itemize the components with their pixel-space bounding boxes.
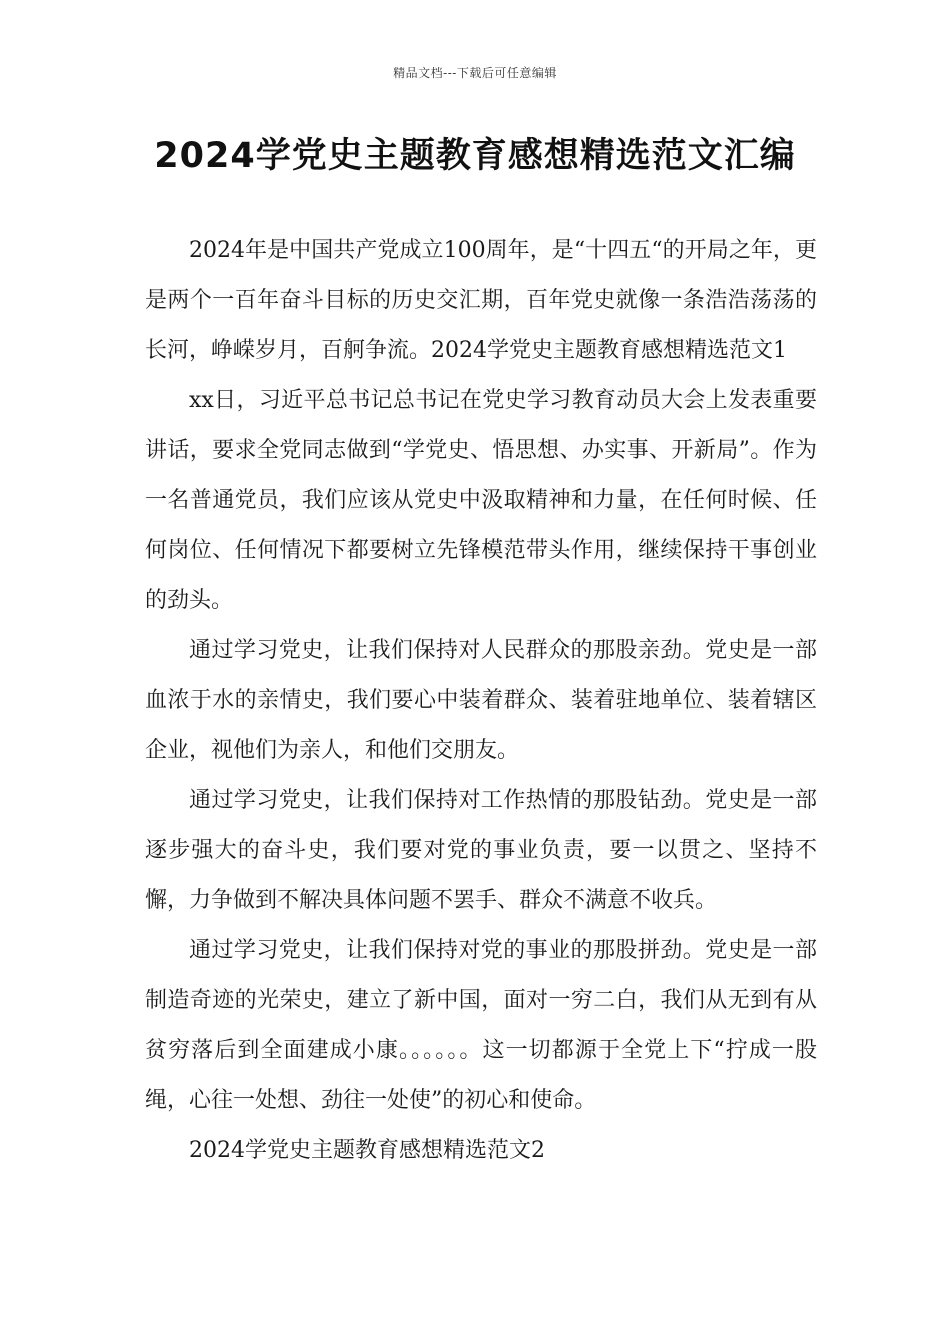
paragraph-work: 通过学习党史，让我们保持对工作热情的那股钻劲。党史是一部逐步强大的奋斗史，我们要对党的事业负责，要一以贯之、坚持不懈，力争做到不解决具体问题不罢手、群众不满意不收兵。 <box>145 788 817 913</box>
document-body <box>145 226 817 1176</box>
document-title: 2024学党史主题教育感想精选范文汇编 <box>154 136 796 176</box>
paragraph-cause: 通过学习党史，让我们保持对党的事业的那股拼劲。党史是一部制造奇迹的光荣史，建立了新中国，面对一穷二白，我们从无到有从贫穷落后到全面建成小康。。。。。。这一切都源于全党上下“拧成一股绳，心往一处想、劲往一处使”的初心和使命。 <box>145 938 817 1113</box>
paragraph-speech: xx日，习近平总书记总书记在党史学习教育动员大会上发表重要讲话，要求全党同志做到“学党史、悟思想、办实事、开新局”。作为一名普通党员，我们应该从党史中汲取精神和力量，在任何时候、任何岗位、任何情况下都要树立先锋模范带头作用，继续保持干事创业的劲头。 <box>145 388 817 613</box>
paragraph-people: 通过学习党史，让我们保持对人民群众的那股亲劲。党史是一部血浓于水的亲情史，我们要心中装着群众、装着驻地单位、装着辖区企业，视他们为亲人，和他们交朋友。 <box>145 638 817 763</box>
header-note: 精品文档---下载后可任意编辑 <box>393 66 557 80</box>
section-heading-sample-2: 2024学党史主题教育感想精选范文2 <box>189 1138 545 1163</box>
paragraph-intro: 2024年是中国共产党成立100周年，是“十四五“的开局之年，更是两个一百年奋斗目标的历史交汇期，百年党史就像一条浩浩荡荡的长河，峥嵘岁月，百舸争流。2024学党史主题教育感想精选范文1 <box>145 238 817 363</box>
